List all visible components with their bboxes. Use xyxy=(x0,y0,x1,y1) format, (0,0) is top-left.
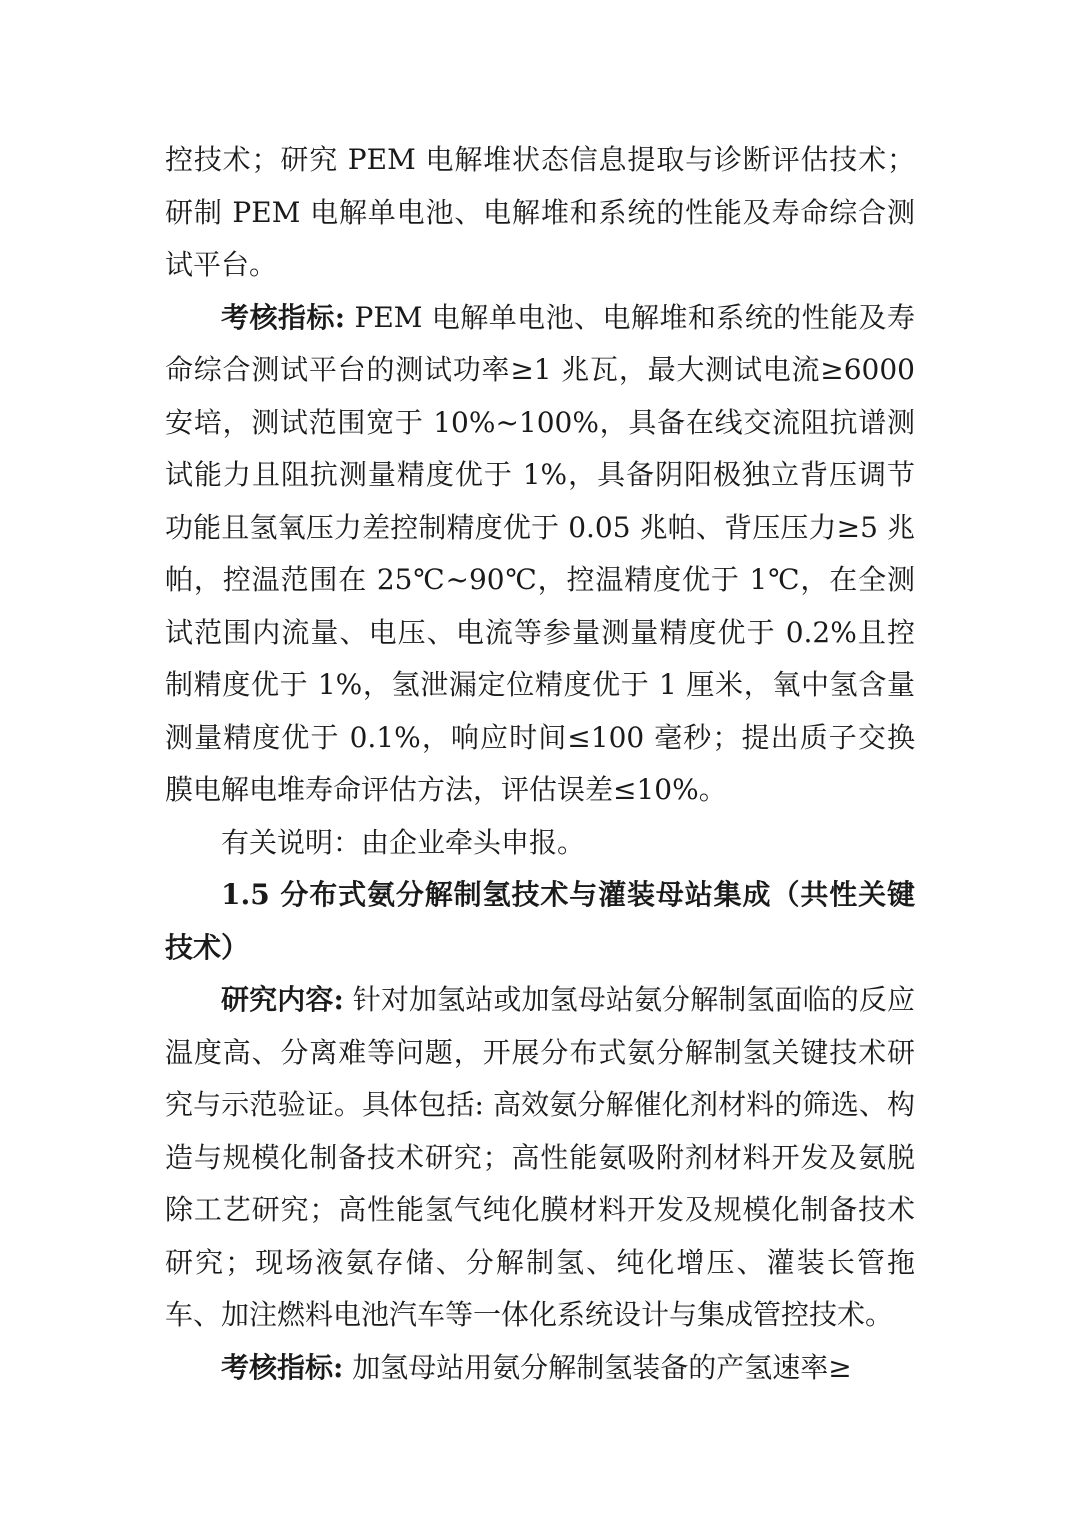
paragraph-research-continuation xyxy=(165,134,915,292)
paragraph-assessment-indicators-2 xyxy=(165,1342,915,1395)
assessment-label: 考核指标: xyxy=(221,1350,344,1384)
paragraph-text: 针对加氢站或加氢母站氨分解制氢面临的反应温度高、分离难等问题，开展分布式氨分解制氢关键技术研究与示范验证。具体包括: 高效氨分解催化剂材料的筛选、构造与规模化制备技术研究；高性能氨吸附剂材料开发及氨脱除工艺研究；高性能氢气纯化膜材料开发及规模化制备技术研究；现场液氨存储、分解制氢、纯化增压、灌装长管拖车、加注燃料电池汽车等一体化系统设计与集成管控技术。 xyxy=(165,983,915,1331)
paragraph-text: PEM 电解单电池、电解堆和系统的性能及寿命综合测试平台的测试功率≥1 兆瓦，最大测试电流≥6000 安培，测试范围宽于 10%~100%，具备在线交流阻抗谱测试能力且阻抗测量精度优于 1%，具备阴阳极独立背压调节功能且氢氧压力差控制精度优于 0.05 兆帕、背压压力≥5 兆帕，控温范围在 25℃~90℃，控温精度优于 1℃，在全测试范围内流量、电压、电流等参量测量精度优于 0.2%且控制精度优于 1%，氢泄漏定位精度优于 1 厘米，氧中氢含量测量精度优于 0.1%，响应时间≤100 毫秒；提出质子交换膜电解电堆寿命评估方法，评估误差≤10%。 xyxy=(165,300,915,806)
paragraph-notes xyxy=(165,817,915,870)
heading-text: 1.5 分布式氨分解制氢技术与灌装母站集成（共性关键技术） xyxy=(165,878,915,964)
body-text xyxy=(165,134,915,1394)
paragraph-text: 控技术；研究 PEM 电解堆状态信息提取与诊断评估技术；研制 PEM 电解单电池、电解堆和系统的性能及寿命综合测试平台。 xyxy=(165,143,915,281)
paragraph-research-content xyxy=(165,974,915,1342)
paragraph-text: 有关说明：由企业牵头申报。 xyxy=(221,825,586,859)
research-content-label: 研究内容: xyxy=(221,983,344,1016)
paragraph-text: 加氢母站用氨分解制氢装备的产氢速率≥ xyxy=(343,1350,852,1384)
section-heading-1-5 xyxy=(165,869,915,974)
assessment-label: 考核指标: xyxy=(221,300,346,334)
paragraph-assessment-indicators xyxy=(165,292,915,817)
